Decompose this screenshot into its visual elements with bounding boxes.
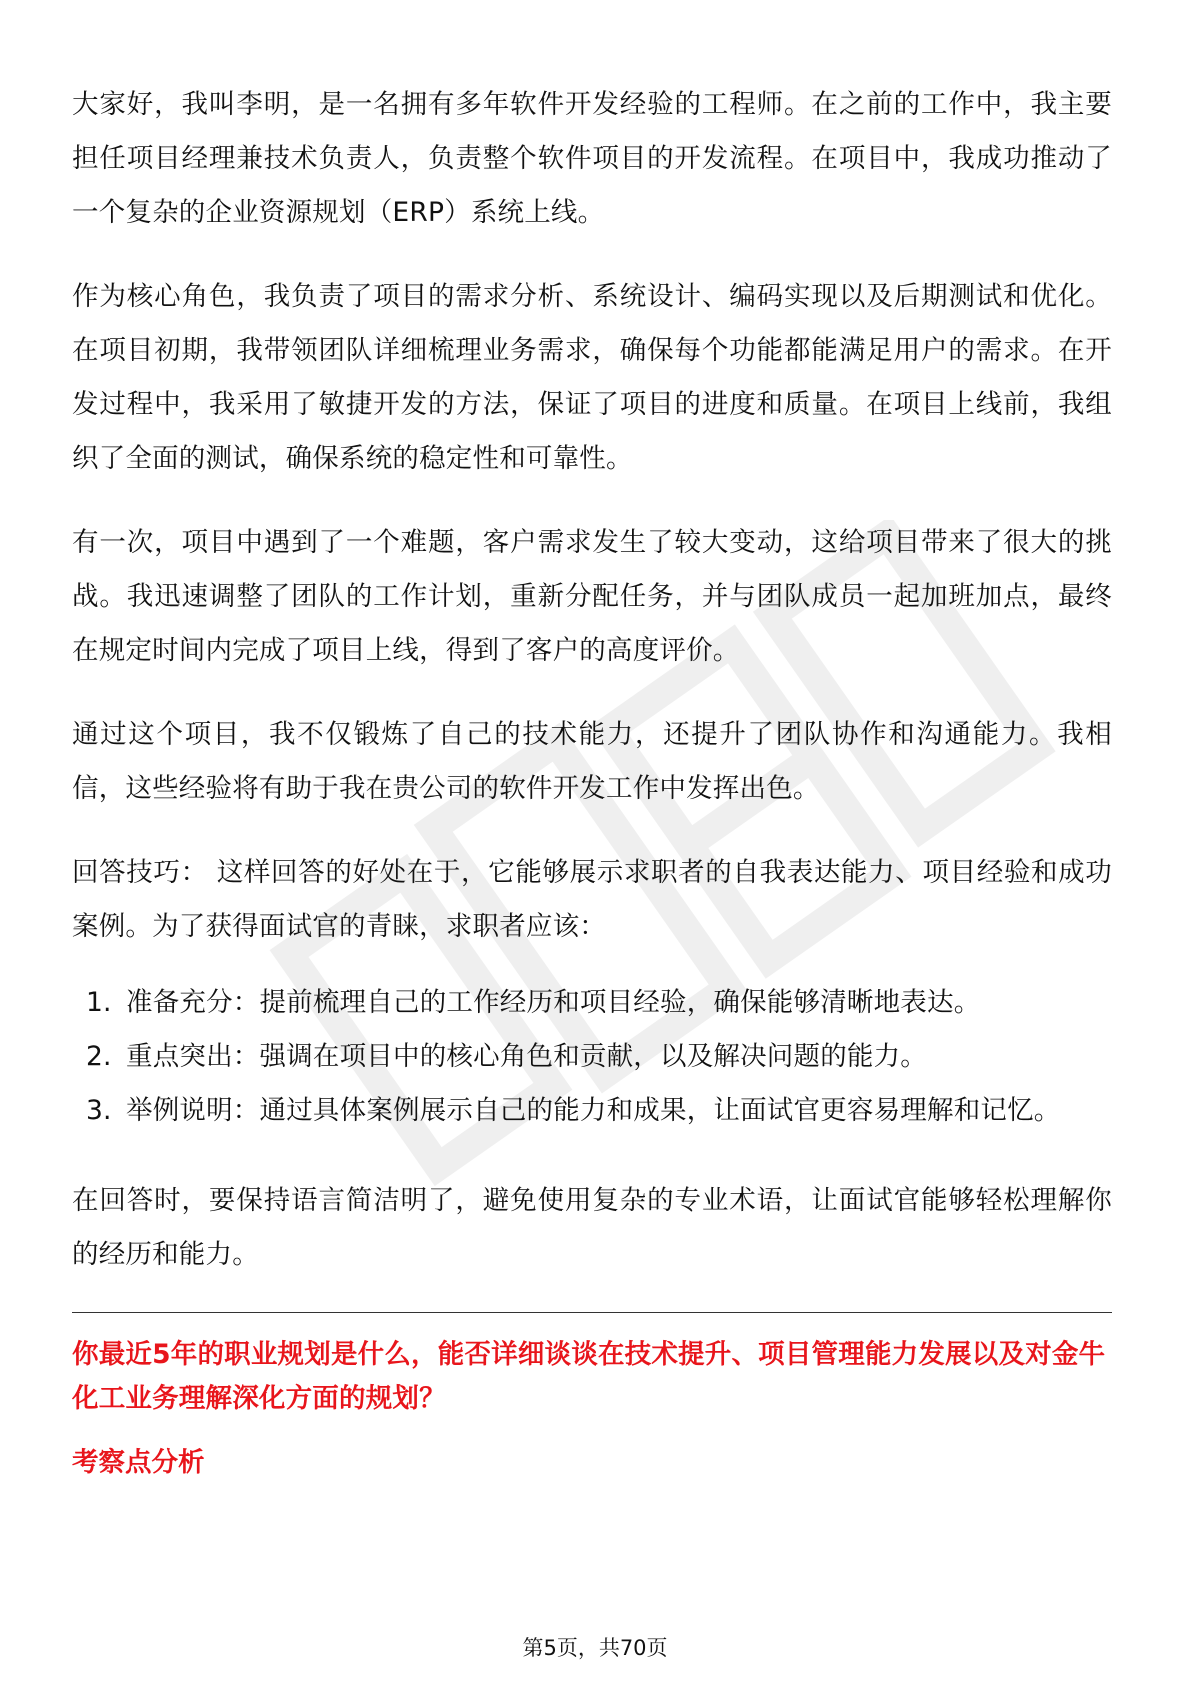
closing-paragraph: 在回答时，要保持语言简洁明了，避免使用复杂的专业术语，让面试官能够轻松理解你的经历和能力。 [72, 1185, 1112, 1270]
list-item-text: 准备充分：提前梳理自己的工作经历和项目经验，确保能够清晰地表达。 [126, 987, 981, 1018]
list-item-number: 2. [86, 1041, 112, 1072]
answer-tips-intro: 回答技巧： 这样回答的好处在于，它能够展示求职者的自我表达能力、项目经验和成功案例。为了获得面试官的青睐，求职者应该： [72, 857, 1112, 942]
list-item [72, 1084, 1112, 1138]
list-item-text: 举例说明：通过具体案例展示自己的能力和成果，让面试官更容易理解和记忆。 [126, 1095, 1061, 1126]
analysis-section-heading: 考察点分析 [72, 1447, 205, 1478]
list-item-text: 重点突出：强调在项目中的核心角色和贡献，以及解决问题的能力。 [126, 1041, 927, 1072]
tips-list [72, 976, 1112, 1138]
answer-paragraph-2: 作为核心角色，我负责了项目的需求分析、系统设计、编码实现以及后期测试和优化。在项目初期，我带领团队详细梳理业务需求，确保每个功能都能满足用户的需求。在开发过程中，我采用了敏捷开发的方法，保证了项目的进度和质量。在项目上线前，我组织了全面的测试，确保系统的稳定性和可靠性。 [72, 281, 1112, 474]
answer-paragraph-3: 有一次，项目中遇到了一个难题，客户需求发生了较大变动，这给项目带来了很大的挑战。我迅速调整了团队的工作计划，重新分配任务，并与团队成员一起加班加点，最终在规定时间内完成了项目上线，得到了客户的高度评价。 [72, 527, 1112, 666]
next-question-heading: 你最近5年的职业规划是什么，能否详细谈谈在技术提升、项目管理能力发展以及对金牛化工业务理解深化方面的规划？ [72, 1339, 1106, 1414]
list-item [72, 976, 1112, 1030]
answer-paragraph-4: 通过这个项目，我不仅锻炼了自己的技术能力，还提升了团队协作和沟通能力。我相信，这些经验将有助于我在贵公司的软件开发工作中发挥出色。 [72, 719, 1112, 804]
list-item [72, 1030, 1112, 1084]
page-number: 第5页，共70页 [522, 1636, 668, 1660]
document-body [72, 78, 1112, 1483]
list-item-number: 3. [86, 1095, 112, 1126]
list-item-number: 1. [86, 987, 112, 1018]
section-divider [72, 1312, 1112, 1313]
answer-paragraph-1: 大家好，我叫李明，是一名拥有多年软件开发经验的工程师。在之前的工作中，我主要担任项目经理兼技术负责人，负责整个软件项目的开发流程。在项目中，我成功推动了一个复杂的企业资源规划（ERP）系统上线。 [72, 89, 1112, 228]
